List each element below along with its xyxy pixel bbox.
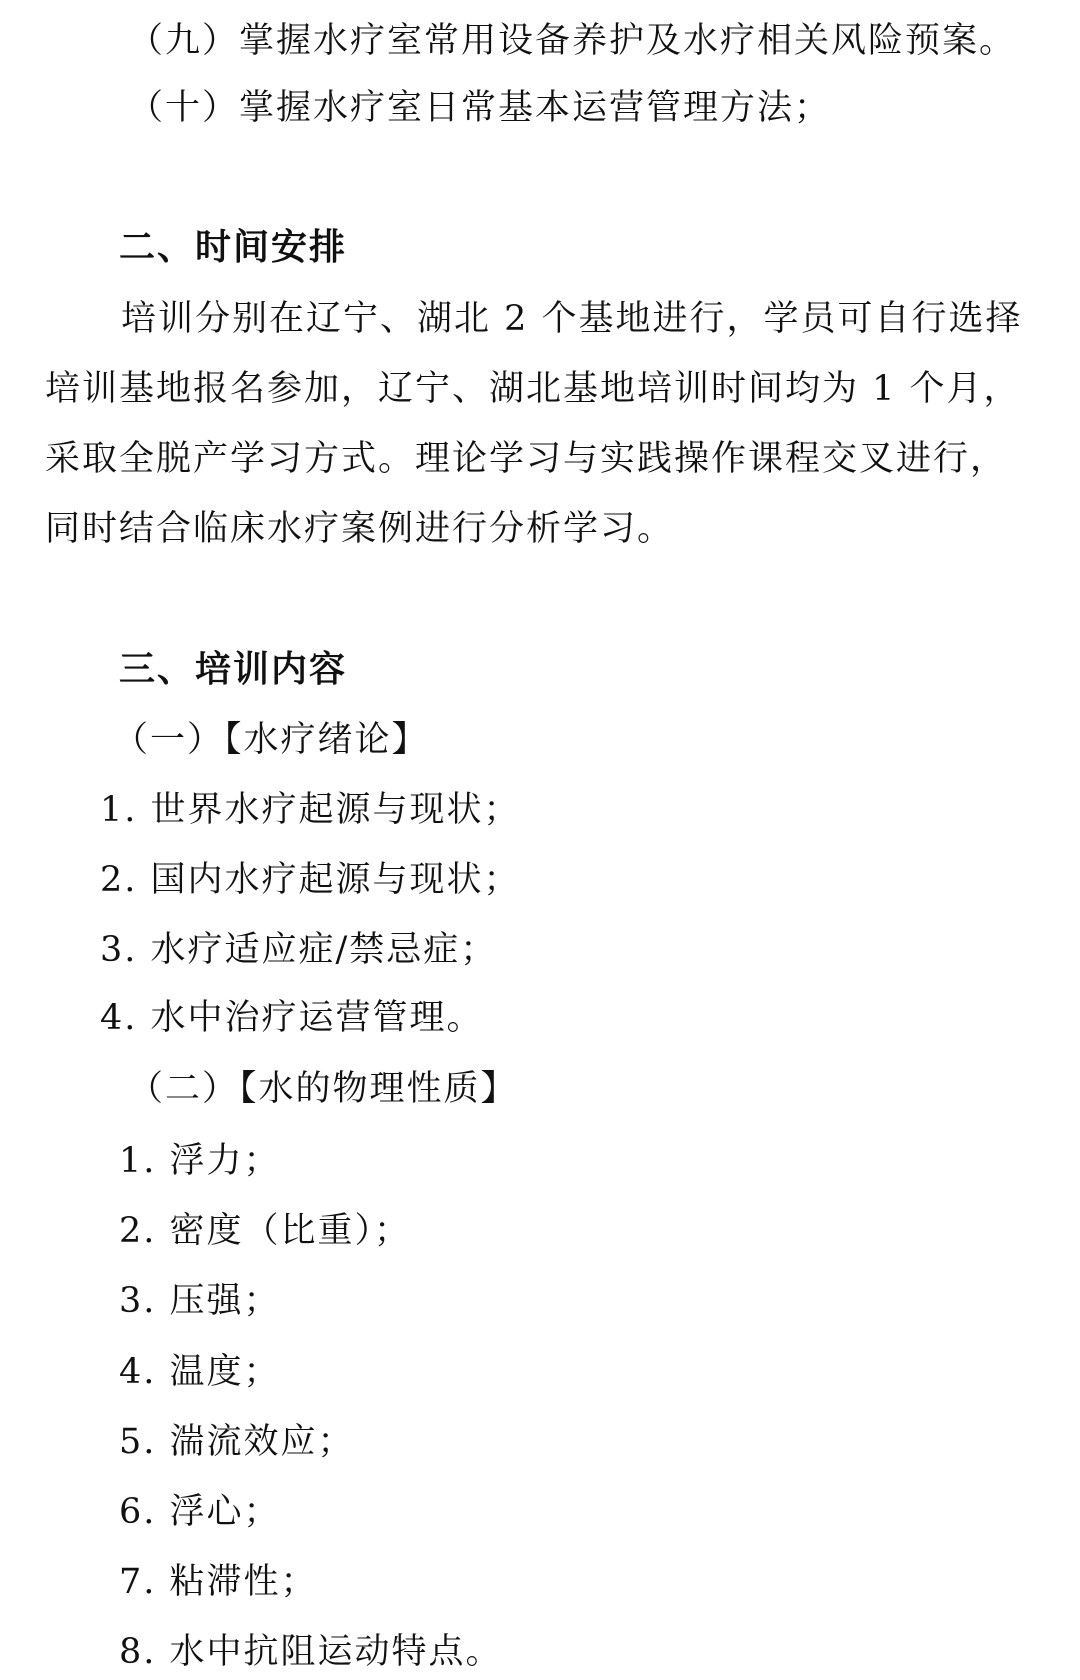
list-item: 7. 粘滞性； bbox=[119, 1562, 318, 1602]
part-title-water-physics: （二）【水的物理性质】 bbox=[128, 1069, 518, 1109]
list-item: 1. 浮力； bbox=[119, 1141, 281, 1181]
list-item: 4. 温度； bbox=[119, 1352, 281, 1392]
list-item: 2. 密度（比重）； bbox=[119, 1211, 412, 1251]
goal-item-10: （十）掌握水疗室日常基本运营管理方法； bbox=[128, 88, 832, 128]
schedule-paragraph-line: 同时结合临床水疗案例进行分析学习。 bbox=[45, 509, 675, 549]
list-item: 2. 国内水疗起源与现状； bbox=[100, 860, 521, 900]
list-item: 3. 压强； bbox=[119, 1281, 281, 1321]
schedule-paragraph-line: 培训分别在辽宁、湖北 2 个基地进行，学员可自行选择 bbox=[121, 299, 1023, 339]
schedule-paragraph-line: 采取全脱产学习方式。理论学习与实践操作课程交叉进行， bbox=[45, 439, 1008, 479]
list-item: 8. 水中抗阻运动特点。 bbox=[119, 1632, 503, 1672]
list-item: 5. 湍流效应； bbox=[119, 1422, 355, 1462]
list-item: 1. 世界水疗起源与现状； bbox=[100, 790, 521, 830]
schedule-paragraph-line: 培训基地报名参加，辽宁、湖北基地培训时间均为 1 个月， bbox=[45, 369, 1021, 409]
section-heading-schedule: 二、时间安排 bbox=[119, 227, 348, 268]
list-item: 4. 水中治疗运营管理。 bbox=[100, 998, 484, 1038]
list-item: 6. 浮心； bbox=[119, 1492, 281, 1532]
goal-item-9: （九）掌握水疗室常用设备养护及水疗相关风险预案。 bbox=[128, 21, 1017, 61]
section-heading-content: 三、培训内容 bbox=[119, 649, 348, 690]
part-title-hydrotherapy-intro: （一）【水疗绪论】 bbox=[113, 720, 429, 760]
list-item: 3. 水疗适应症/禁忌症； bbox=[100, 930, 498, 970]
